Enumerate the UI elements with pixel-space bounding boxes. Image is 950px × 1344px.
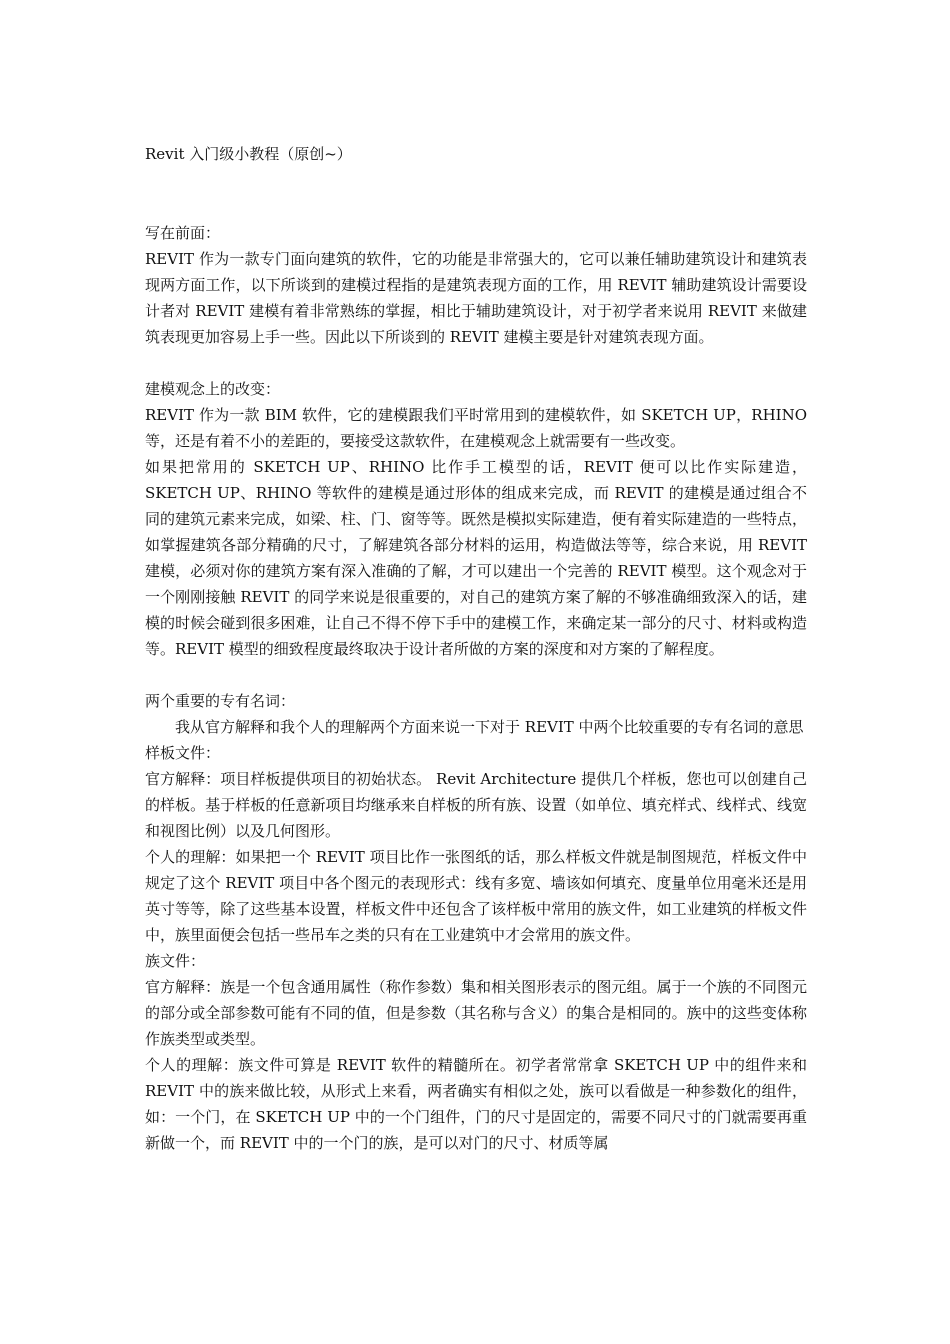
paragraph-family-official: 官方解释：族是一个包含通用属性（称作参数）集和相关图形表示的图元组。属于一个族的不同图元的部分或全部参数可能有不同的值，但是参数（其名称与含义）的集合是相同的。族中的这些变体称作族类型或类型。 [145,978,807,1048]
section-heading-concept: 建模观念上的改变： [145,380,281,398]
paragraph-terms-intro: 我从官方解释和我个人的理解两个方面来说一下对于 REVIT 中两个比较重要的专有名词的意思 [175,718,804,736]
spacer [145,662,807,688]
section-heading-terms: 两个重要的专有名词： [145,692,296,710]
subheading-family: 族文件： [145,952,206,970]
section-heading-intro: 写在前面： [145,224,221,242]
spacer [145,167,807,220]
paragraph-template-personal: 个人的理解：如果把一个 REVIT 项目比作一张图纸的话，那么样板文件就是制图规范，样板文件中规定了这个 REVIT 项目中各个图元的表现形式：线有多宽、墙该如何填充、度量单位用毫米还是用英寸等等，除了这些基本设置，样板文件中还包含了该样板中常用的族文件，如工业建筑的样板文件中，族里面便会包括一些吊车之类的只有在工业建筑中才会常用的族文件。 [145,848,807,944]
document-page [145,141,807,1156]
spacer [145,350,807,376]
paragraph-family-personal: 个人的理解：族文件可算是 REVIT 软件的精髓所在。初学者常常拿 SKETCH UP 中的组件来和 REVIT 中的族来做比较，从形式上来看，两者确实有相似之处，族可以看做是一种参数化的组件，如：一个门，在 SKETCH UP 中的一个门组件，门的尺寸是固定的，需要不同尺寸的门就需要再重新做一个，而 REVIT 中的一个门的族，是可以对门的尺寸、材质等属 [145,1056,807,1152]
paragraph-intro: REVIT 作为一款专门面向建筑的软件，它的功能是非常强大的，它可以兼任辅助建筑设计和建筑表现两方面工作，以下所谈到的建模过程指的是建筑表现方面的工作，用 REVIT 辅助建筑设计需要设计者对 REVIT 建模有着非常熟练的掌握，相比于辅助建筑设计，对于初学者来说用 REVIT 来做建筑表现更加容易上手一些。因此以下所谈到的 REVIT 建模主要是针对建筑表现方面。 [145,250,807,346]
paragraph-template-official: 官方解释：项目样板提供项目的初始状态。 Revit Architecture 提供几个样板，您也可以创建自己的样板。基于样板的任意新项目均继承来自样板的所有族、设置（如单位、填充样式、线样式、线宽和视图比例）以及几何图形。 [145,770,807,840]
subheading-template: 样板文件： [145,744,221,762]
paragraph-concept-1: REVIT 作为一款 BIM 软件，它的建模跟我们平时常用到的建模软件，如 SKETCH UP，RHINO 等，还是有着不小的差距的，要接受这款软件，在建模观念上就需要有一些改变。 [145,406,807,450]
paragraph-concept-2: 如果把常用的 SKETCH UP、RHINO 比作手工模型的话，REVIT 便可以比作实际建造，SKETCH UP、RHINO 等软件的建模是通过形体的组成来完成，而 REVIT 的建模是通过组合不同的建筑元素来完成，如梁、柱、门、窗等等。既然是模拟实际建造，便有着实际建造的一些特点，如掌握建筑各部分精确的尺寸，了解建筑各部分材料的运用，构造做法等等，综合来说，用 REVIT 建模，必须对你的建筑方案有深入准确的了解，才可以建出一个完善的 REVIT 模型。这个观念对于一个刚刚接触 REVIT 的同学来说是很重要的，对自己的建筑方案了解的不够准确细致深入的话，建模的时候会碰到很多困难，让自己不得不停下手中的建模工作，来确定某一部分的尺寸、材料或构造等。REVIT 模型的细致程度最终取决于设计者所做的方案的深度和对方案的了解程度。 [145,458,807,658]
document-title: Revit 入门级小教程（原创~） [145,145,352,163]
